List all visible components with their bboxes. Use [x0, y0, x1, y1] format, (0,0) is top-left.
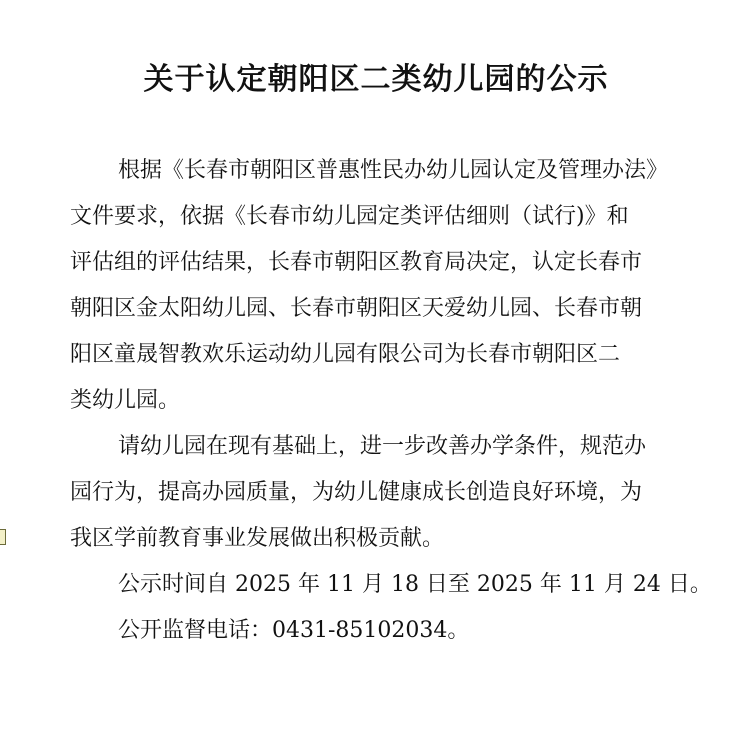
paragraph-line: 评估组的评估结果，长春市朝阳区教育局决定，认定长春市 — [70, 250, 643, 275]
paragraph-line: 园行为，提高办园质量，为幼儿健康成长创造良好环境，为 — [70, 480, 643, 505]
paragraph-line: 文件要求，依据《长春市幼儿园定类评估细则（试行)》和 — [70, 204, 629, 229]
paragraph-line: 阳区童晟智教欢乐运动幼儿园有限公司为长春市朝阳区二 — [70, 342, 621, 367]
paragraph-line: 朝阳区金太阳幼儿园、长春市朝阳区天爱幼儿园、长春市朝 — [70, 296, 643, 321]
paragraph-line: 请幼儿园在现有基础上，进一步改善办学条件，规范办 — [118, 434, 647, 459]
supervision-hotline: 公开监督电话：0431-85102034。 — [118, 618, 470, 643]
paragraph-line: 我区学前教育事业发展做出积极贡献。 — [70, 526, 445, 551]
margin-note-marker[interactable] — [0, 529, 6, 545]
publicity-period: 公示时间自 2025 年 11 月 18 日至 2025 年 11 月 24 日。 — [118, 572, 712, 597]
document-title: 关于认定朝阳区二类幼儿园的公示 — [143, 62, 609, 97]
paragraph-line: 根据《长春市朝阳区普惠性民办幼儿园认定及管理办法》 — [118, 158, 669, 183]
paragraph-line: 类幼儿园。 — [70, 388, 181, 413]
